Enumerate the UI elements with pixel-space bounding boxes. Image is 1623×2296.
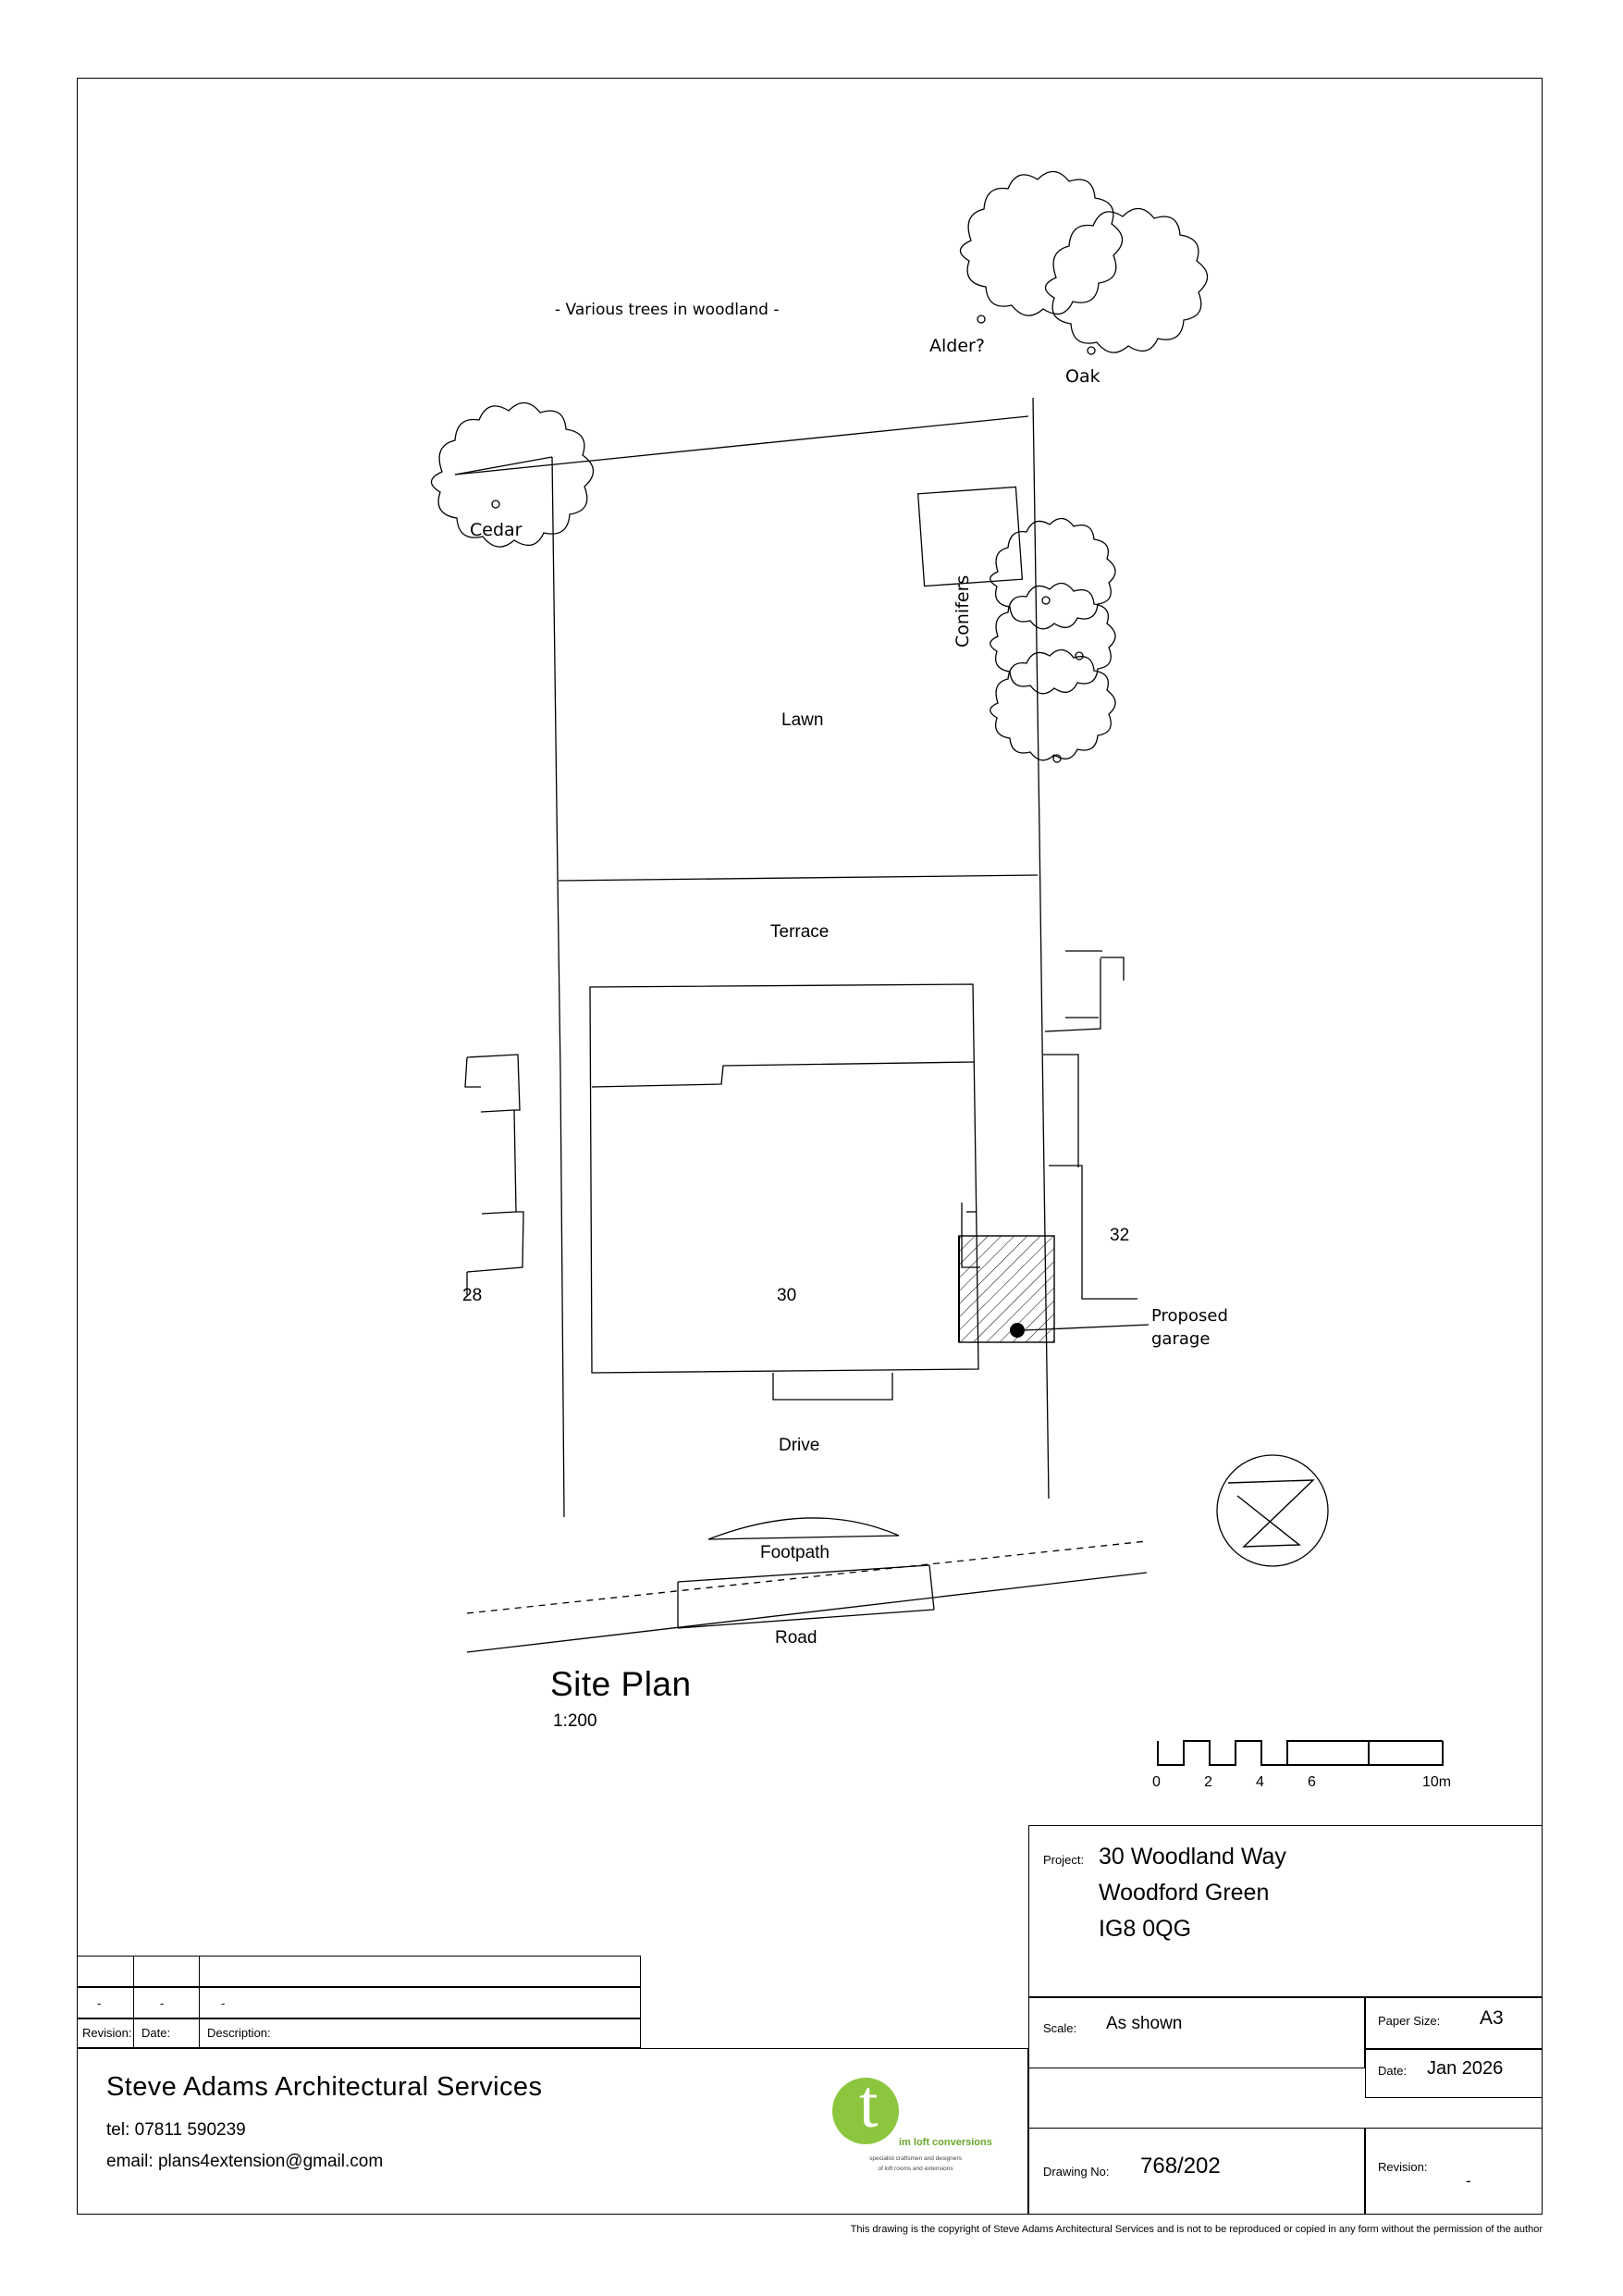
revision-table [77,1956,641,2048]
revision-cell-description: - [221,1996,226,2010]
logo-sub-1: specialist craftsmen and designers [869,2155,962,2162]
scalebar-tick-2: 2 [1204,1774,1212,1790]
copyright-note: This drawing is the copyright of Steve Adams Architectural Services and is not to be reproduced or copied in any form without the permission of the author [850,2224,1543,2235]
project-line-1: 30 Woodland Way [1099,1844,1286,1870]
date-value: Jan 2026 [1427,2058,1504,2079]
paper-label: Paper Size: [1378,2014,1441,2028]
scalebar-tick-6: 6 [1308,1774,1316,1790]
label-proposed-garage-line2: garage [1151,1329,1211,1349]
revision-header-date: Date: [141,2026,171,2040]
revision-header-description: Description: [207,2026,271,2040]
label-proposed-garage-line1: Proposed [1151,1306,1228,1326]
drawing-no-value: 768/202 [1140,2154,1221,2179]
company-email: email: plans4extension@gmail.com [106,2152,384,2171]
titleblock-scale-cell [1028,1997,1365,2068]
revision-cell-date: - [160,1996,165,2010]
logo-sub-2: of loft rooms and extensions [878,2166,953,2172]
revision-row-blank-1 [77,1956,641,1987]
revision-value: - [1466,2172,1471,2190]
company-tel: tel: 07811 590239 [106,2120,246,2140]
drawing-no-label: Drawing No: [1043,2165,1110,2179]
project-line-3: IG8 0QG [1099,1916,1192,1942]
date-label: Date: [1378,2064,1408,2078]
plan-title: Site Plan [550,1665,692,1703]
label-conifers: Conifers [953,574,973,648]
label-house-32: 32 [1110,1226,1130,1245]
logo-letter: t [859,2067,879,2142]
label-road: Road [775,1628,818,1648]
revision-cell-revision: - [97,1996,102,2010]
label-tree-oak: Oak [1065,366,1100,387]
label-lawn: Lawn [781,710,824,730]
scalebar-tick-0: 0 [1152,1774,1161,1790]
scale-label: Scale: [1043,2021,1077,2035]
label-footpath: Footpath [760,1543,830,1562]
plan-scale-note: 1:200 [553,1711,597,1731]
revision-col-div-2 [199,1956,200,2048]
label-woodland-note: - Various trees in woodland - [555,301,780,319]
label-terrace: Terrace [770,922,830,942]
logo-name: im loft conversions [899,2137,992,2148]
revision-header-revision: Revision: [82,2026,132,2040]
paper-value: A3 [1480,2007,1504,2029]
project-line-2: Woodford Green [1099,1880,1270,1906]
revision-col-div-1 [133,1956,134,2048]
label-house-28: 28 [462,1286,483,1305]
label-tree-alder: Alder? [929,336,985,356]
revision-label: Revision: [1378,2160,1428,2174]
label-drive: Drive [779,1436,820,1455]
scalebar-tick-4: 4 [1256,1774,1264,1790]
label-tree-cedar-text: Cedar [470,520,523,540]
scale-value: As shown [1106,2014,1183,2033]
project-label: Project: [1043,1853,1085,1867]
company-name: Steve Adams Architectural Services [106,2072,543,2102]
scalebar-tick-10m: 10m [1422,1774,1452,1790]
label-house-30: 30 [777,1286,797,1305]
